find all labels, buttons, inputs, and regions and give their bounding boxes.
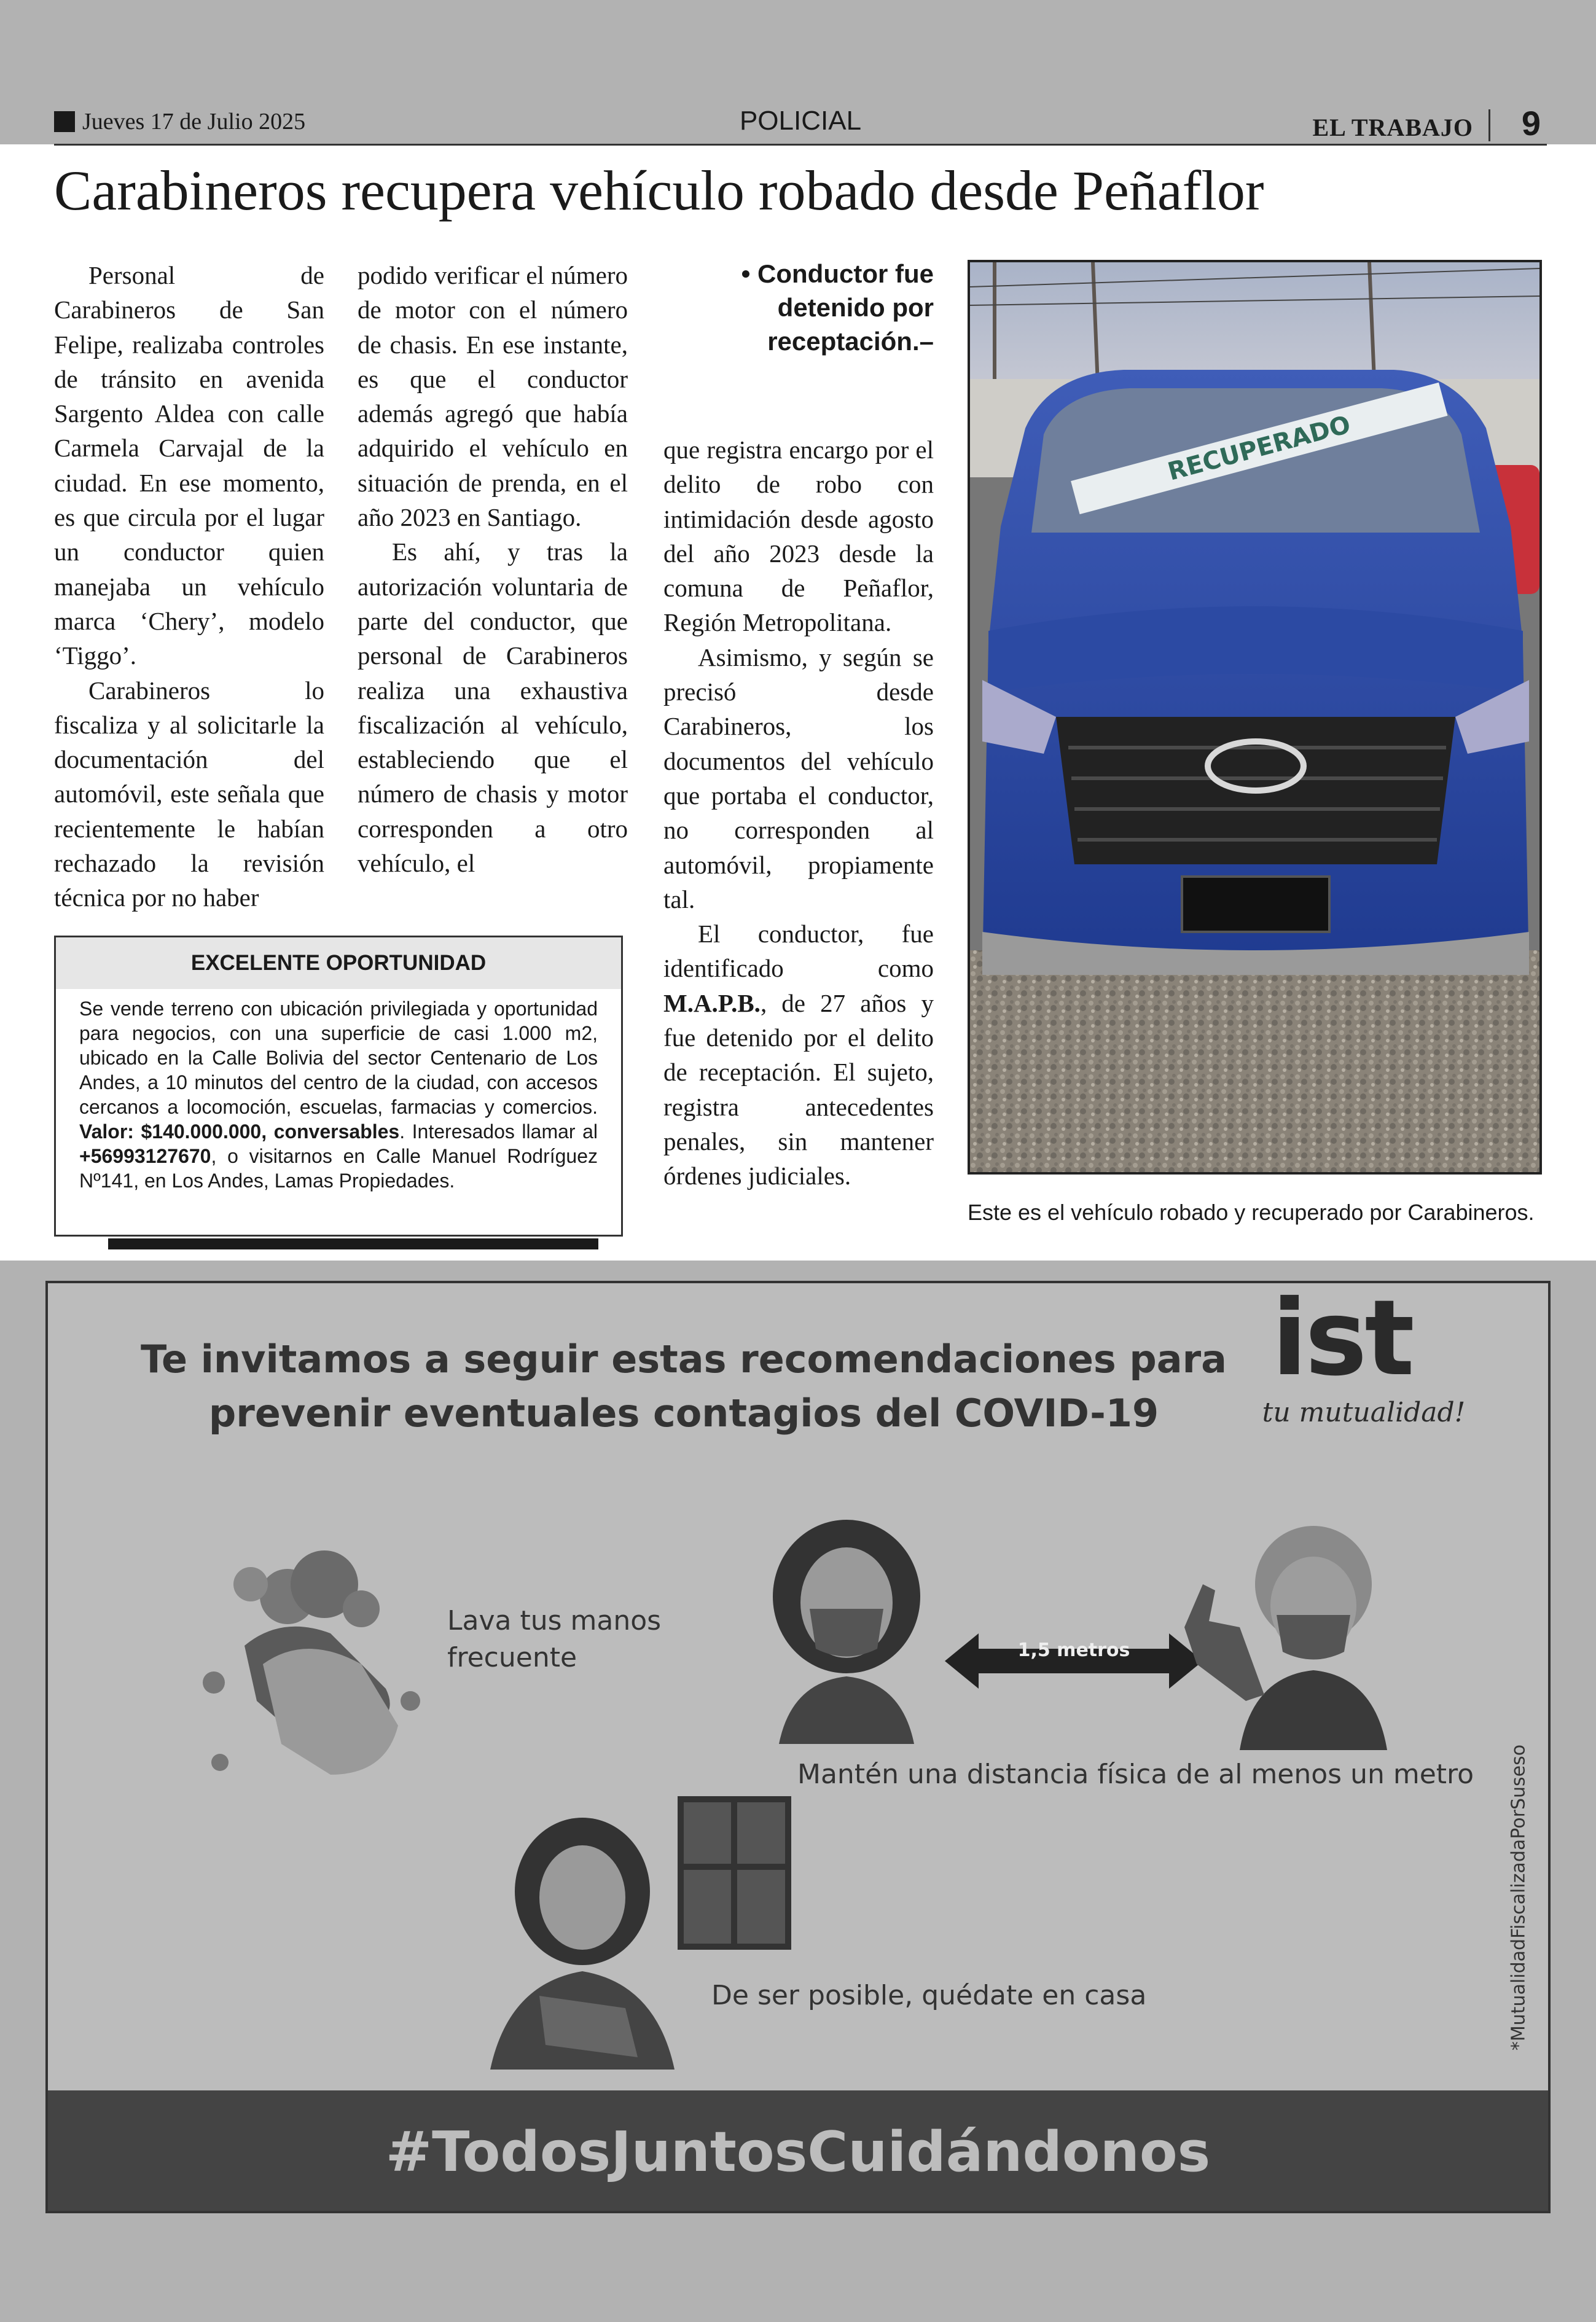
tip-handwash-line-2: frecuente: [447, 1642, 577, 1673]
tip-handwash-line-1: Lava tus manos: [447, 1605, 662, 1636]
ist-logo: [1259, 1283, 1481, 1443]
vehicle-photo-drawing: [970, 262, 1539, 1172]
article-paragraph: Asimismo, y según se precisó desde Carabineros, los documentos del vehículo que portaba el conductor, no corresponden al automóvil, propiamente tal.: [663, 643, 934, 913]
vertical-note: [1500, 1726, 1537, 2070]
logo-wordmark: ist: [1272, 1281, 1412, 1399]
distance-label: 1,5 metros: [1017, 1640, 1130, 1661]
tip-distance-label: Mantén una distancia física de al menos un metro: [797, 1759, 1474, 1790]
hashtag-strip: [48, 2090, 1548, 2213]
header-paper-name: EL TRABAJO: [1312, 114, 1473, 141]
banner-title-line-1: Te invitamos a seguir estas recomendaciones para: [140, 1337, 1227, 1382]
article-column-2: [358, 258, 628, 880]
handwash-icon: [177, 1541, 435, 1799]
gravel-ground: [970, 950, 1539, 1172]
photo-caption: Este es el vehículo robado y recuperado por Carabineros.: [968, 1200, 1535, 1225]
banner-title: [115, 1332, 1252, 1440]
ad-text: , o visitarnos en Calle Manuel Rodríguez Nº141, en Los Andes, Lamas Propiedades.: [79, 1145, 598, 1192]
paragraph-text: , de 27 años y fue detenido por el delito de receptación. El sujeto, registra antecedentes penales, sin mantener órdenes judiciales.: [663, 988, 934, 1190]
paragraph-text: El conductor, fue identificado como: [663, 920, 934, 983]
banner-title-line-2: prevenir eventuales contagios del COVID-19: [208, 1391, 1159, 1436]
article-column-3: [663, 432, 934, 1194]
ad-title: EXCELENTE OPORTUNIDAD: [56, 937, 621, 989]
ad-text: . Interesados llamar al: [399, 1120, 598, 1143]
man-thumbs-up-icon: [1172, 1517, 1406, 1750]
classified-ad-box: [54, 936, 623, 1237]
header-date-text: Jueves 17 de Julio 2025: [82, 109, 306, 135]
ad-text: Se vende terreno con ubicación privilegiada y oportunidad para negocios, con una superficie de casi 1.000 m2, ubicado en la Calle Bolivia del sector Centenario de Los Andes, a 10 minutos del centro de la ciudad, con accesos cercanos a locomoción, escuelas, farmacias y comercios.: [79, 998, 598, 1118]
vehicle-photo: [968, 260, 1542, 1175]
article-paragraph: podido verificar el número de motor con el número de chasis. En ese instante, es que el conductor además agregó que había adquirido el vehículo en situación de prenda, en el año 2023 en Santiago.: [358, 261, 628, 532]
article-paragraph: [663, 917, 934, 1193]
ad-price: Valor: $140.000.000, conversables: [79, 1120, 400, 1143]
article-column-1: [54, 258, 324, 915]
tip-stay-home-label: De ser posible, quédate en casa: [711, 1980, 1147, 2011]
article-paragraph: Personal de Carabineros de San Felipe, realizaba controles de tránsito en avenida Sargento Aldea con calle Carmela Carvajal de la ciudad. En ese momento, es que circula por el lugar un conductor quien manejaba un vehículo marca ‘Chery’, modelo ‘Tiggo’.: [54, 261, 324, 670]
article-paragraph: Es ahí, y tras la autorización voluntaria de parte del conductor, que personal de Carabineros realiza una exhaustiva fiscalización al vehículo, estableciendo que el número de chasis y motor corresponden a otro vehículo, el: [358, 538, 628, 878]
tip-handwash-label: [447, 1603, 661, 1676]
suspect-initials: M.A.P.B.: [663, 988, 761, 1017]
covid-ad-banner: [45, 1281, 1551, 2213]
sticker-text: RECUPERADO: [1165, 410, 1354, 487]
header-divider: [1488, 109, 1490, 141]
article-headline: Carabineros recupera vehículo robado desde Peñaflor: [54, 159, 1264, 222]
header-page-number: 9: [1521, 104, 1541, 143]
article-paragraph: que registra encargo por el delito de robo con intimidación desde agosto del año 2023 desde la comuna de Peñaflor, Región Metropolitana.: [663, 436, 934, 637]
header-section: POLICIAL: [739, 106, 862, 136]
hashtag-text: #TodosJuntosCuidándonos: [385, 2119, 1211, 2184]
article-callout: • Conductor fue detenido por receptación.–: [741, 259, 934, 356]
ad-body: [56, 989, 621, 1193]
vertical-note-text: *MutualidadFiscalizadaPorSuseso: [1508, 1744, 1530, 2051]
license-plate: [1182, 877, 1329, 932]
ad-phone: +56993127670: [79, 1145, 211, 1167]
page-header: [54, 103, 1547, 146]
woman-with-mask-icon: [754, 1517, 939, 1744]
ad-box-shadow-bar: [108, 1238, 598, 1249]
article-paragraph: Carabineros lo fiscaliza y al solicitarle la documentación del automóvil, este señala que recientemente le habían rechazado la revisión técnica por no haber: [54, 676, 324, 912]
logo-tagline: tu mutualidad!: [1262, 1397, 1466, 1428]
woman-reading-at-home-icon: [466, 1787, 810, 2070]
